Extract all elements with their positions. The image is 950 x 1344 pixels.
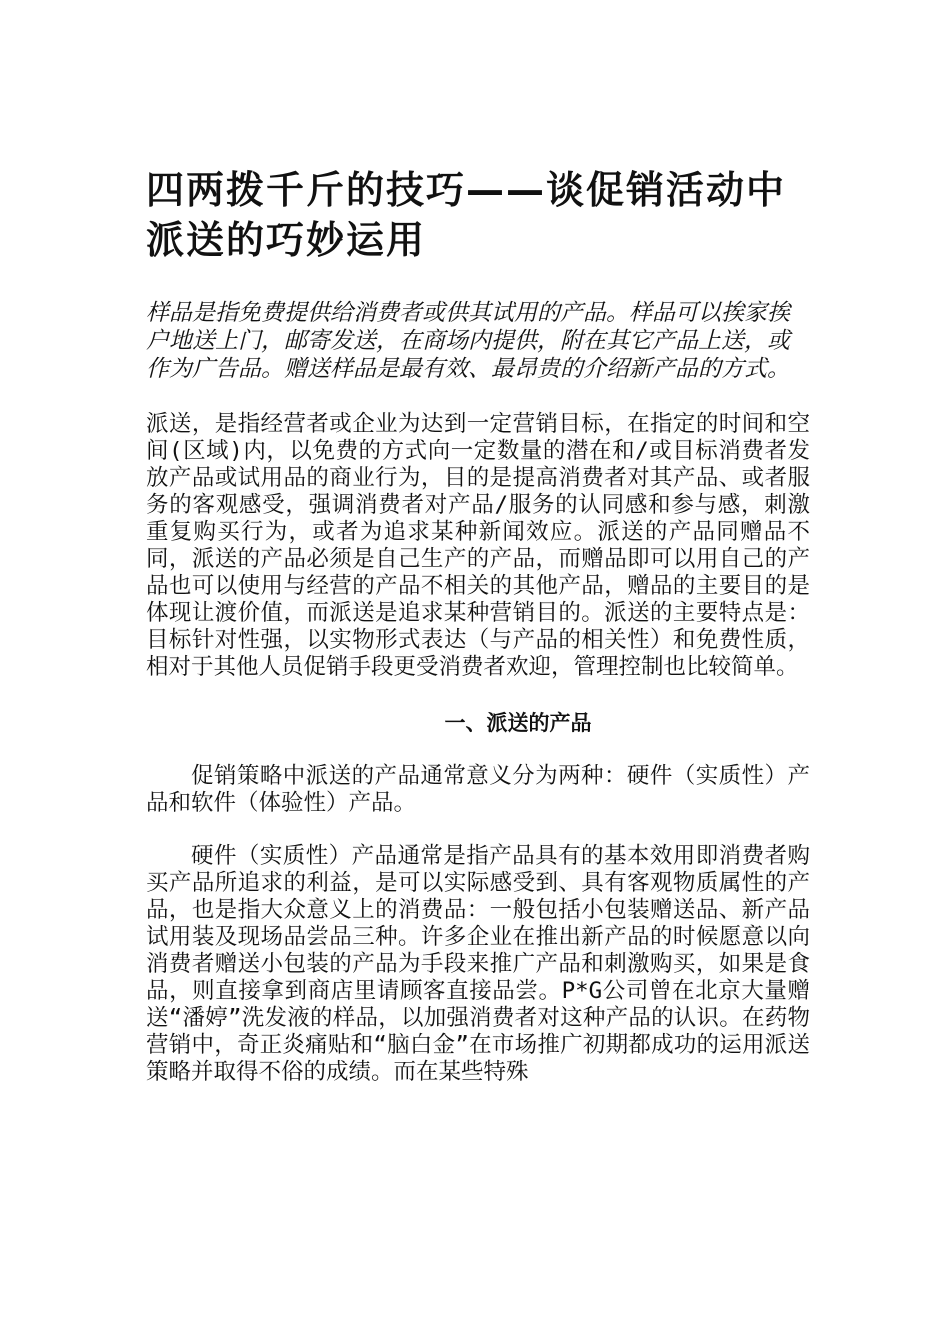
section-paragraph-1: 促销策略中派送的产品通常意义分为两种：硬件（实质性）产品和软件（体验性）产品。 bbox=[146, 763, 810, 816]
intro-paragraph: 派送，是指经营者或企业为达到一定营销目标，在指定的时间和空间(区域)内，以免费的方式向一定数量的潜在和/或目标消费者发放产品或试用品的商业行为，目的是提高消费者对其产品、或者服务的客观感受，强调消费者对产品/服务的认同感和参与感，刺激重复购买行为，或者为追求某种新闻效应。派送的产品同赠品不同，派送的产品必须是自己生产的产品，而赠品即可以用自己的产品也可以使用与经营的产品不相关的其他产品，赠品的主要目的是体现让渡价值，而派送是追求某种营销目的。派送的主要特点是：目标针对性强，以实物形式表达（与产品的相关性）和免费性质，相对于其他人员促销手段更受消费者欢迎，管理控制也比较简单。 bbox=[146, 411, 810, 680]
document-page bbox=[146, 165, 810, 1086]
lead-paragraph: 样品是指免费提供给消费者或供其试用的产品。样品可以挨家挨户地送上门，邮寄发送，在商场内提供，附在其它产品上送，或作为广告品。赠送样品是最有效、最昂贵的介绍新产品的方式。 bbox=[146, 300, 790, 382]
section-paragraph-2: 硬件（实质性）产品通常是指产品具有的基本效用即消费者购买产品所追求的利益，是可以实际感受到、具有客观物质属性的产品，也是指大众意义上的消费品：一般包括小包装赠送品、新产品试用装及现场品尝品三种。许多企业在推出新产品的时候愿意以向消费者赠送小包装的产品为手段来推广产品和刺激购买，如果是食品，则直接拿到商店里请顾客直接品尝。P*G公司曾在北京大量赠送“潘婷”洗发液的样品，以加强消费者对这种产品的认识。在药物营销中，奇正炎痛贴和“脑白金”在市场推广初期都成功的运用派送策略并取得不俗的成绩。而在某些特殊 bbox=[146, 843, 810, 1085]
document-title: 四两拨千斤的技巧——谈促销活动中派送的巧妙运用 bbox=[146, 168, 787, 262]
section-heading: 一、派送的产品 bbox=[444, 711, 592, 735]
